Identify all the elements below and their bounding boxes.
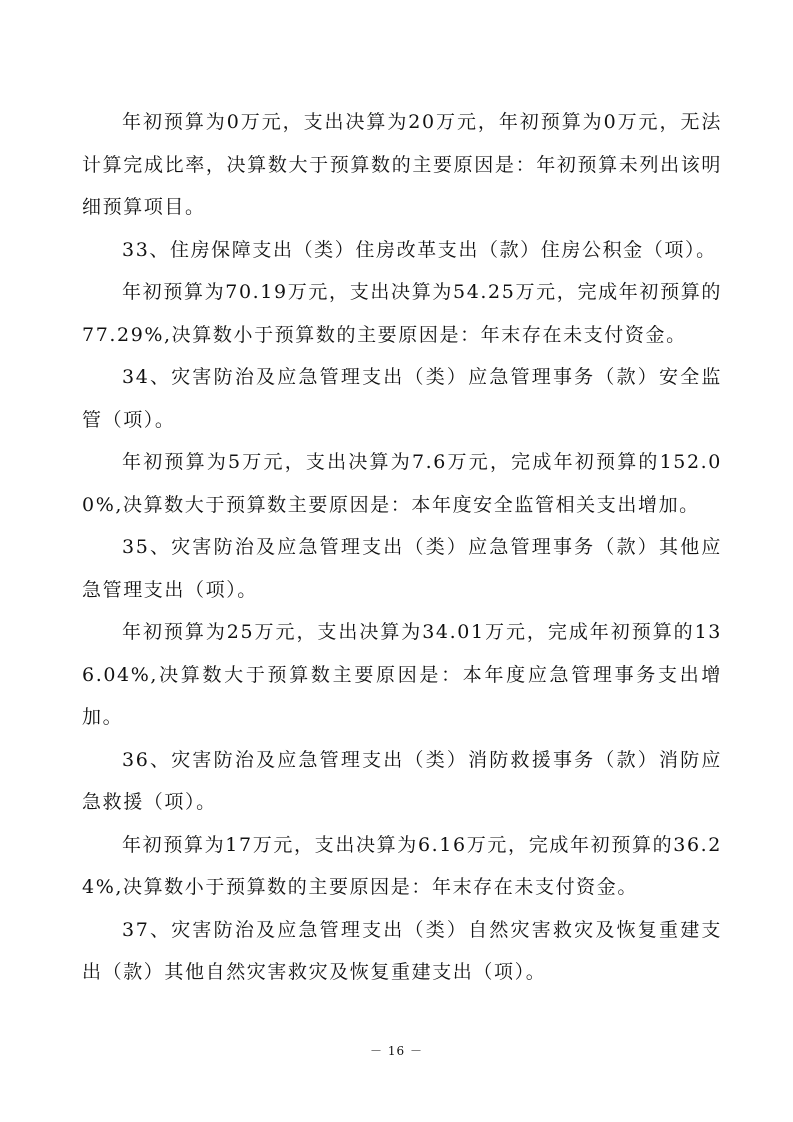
paragraph-item-35-detail: 年初预算为25万元，支出决算为34.01万元，完成年初预算的136.04%,决算数大于预算数主要原因是：本年度应急管理事务支出增加。 xyxy=(82,621,722,728)
page-number: － 16 － xyxy=(370,1044,423,1058)
paragraph-item-36-heading: 36、灾害防治及应急管理支出（类）消防救援事务（款）消防应急救援（项）。 xyxy=(82,748,722,813)
document-body xyxy=(82,101,722,994)
paragraph-item-35-heading: 35、灾害防治及应急管理支出（类）应急管理事务（款）其他应急管理支出（项）。 xyxy=(82,536,722,601)
paragraph-item-33-heading: 33、住房保障支出（类）住房改革支出（款）住房公积金（项）。 xyxy=(122,238,717,261)
paragraph-item-36-detail: 年初预算为17万元，支出决算为6.16万元，完成年初预算的36.24%,决算数小于预算数的主要原因是：年末存在未支付资金。 xyxy=(82,833,722,898)
paragraph-item-34-heading: 34、灾害防治及应急管理支出（类）应急管理事务（款）安全监管（项）。 xyxy=(82,366,722,431)
paragraph-item-34-detail: 年初预算为5万元，支出决算为7.6万元，完成年初预算的152.00%,决算数大于预算数主要原因是：本年度安全监管相关支出增加。 xyxy=(82,451,722,516)
paragraph-item-33-detail: 年初预算为70.19万元，支出决算为54.25万元，完成年初预算的77.29%,决算数小于预算数的主要原因是：年末存在未支付资金。 xyxy=(82,281,722,346)
paragraph-budget-unlisted: 年初预算为0万元，支出决算为20万元，年初预算为0万元，无法计算完成比率，决算数大于预算数的主要原因是：年初预算未列出该明细预算项目。 xyxy=(82,111,722,218)
paragraph-item-37-heading: 37、灾害防治及应急管理支出（类）自然灾害救灾及恢复重建支出（款）其他自然灾害救灾及恢复重建支出（项）。 xyxy=(82,918,722,983)
